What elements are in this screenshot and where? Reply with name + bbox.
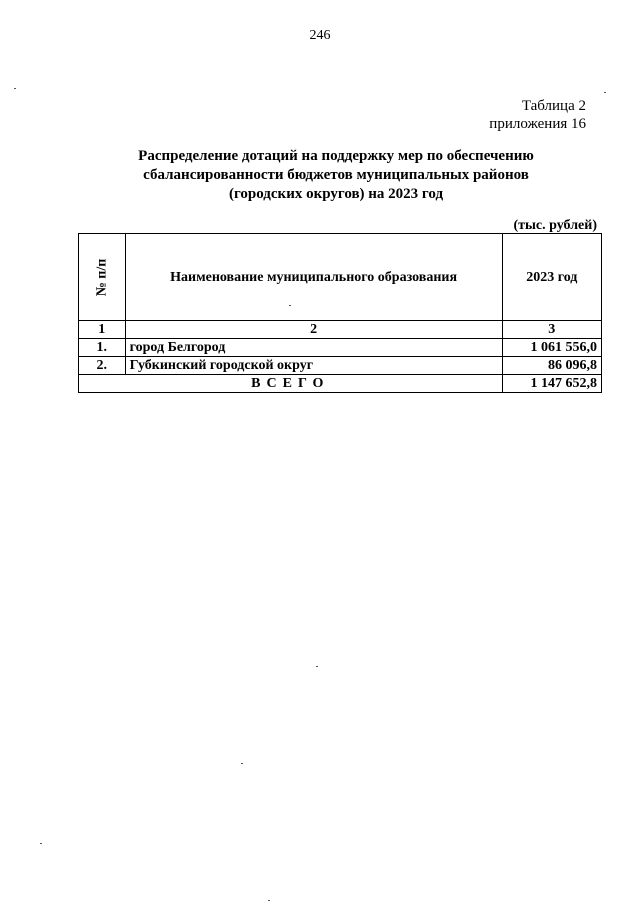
table-header-row [79, 234, 602, 321]
header-name: Наименование муниципального образования [125, 234, 502, 321]
scan-speck [604, 92, 606, 93]
table-reference [489, 97, 586, 133]
scan-speck [289, 305, 291, 306]
total-row [79, 375, 602, 393]
column-number-1: 1 [79, 321, 126, 339]
column-number-3: 3 [502, 321, 601, 339]
row-num: 2. [79, 357, 126, 375]
row-value: 86 096,8 [502, 357, 601, 375]
page-number: 246 [309, 28, 331, 43]
units-label: (тыс. рублей) [513, 218, 597, 233]
table-reference-line2: приложения 16 [489, 116, 586, 132]
header-year: 2023 год [502, 234, 601, 321]
column-number-row [79, 321, 602, 339]
total-label: ВСЕГО [79, 375, 503, 393]
row-name: город Белгород [125, 339, 502, 357]
document-title [0, 147, 640, 204]
column-number-2: 2 [125, 321, 502, 339]
scan-speck [14, 88, 16, 89]
scan-speck [268, 900, 270, 901]
scan-speck [316, 666, 318, 667]
scan-speck [241, 763, 243, 764]
row-num: 1. [79, 339, 126, 357]
row-value: 1 061 556,0 [502, 339, 601, 357]
header-num-cell [79, 234, 126, 321]
subsidy-table [78, 233, 602, 393]
document-title-line2: сбалансированности бюджетов муниципальных районов [143, 167, 529, 183]
table-row [79, 357, 602, 375]
header-num: № п/п [94, 258, 110, 296]
total-value: 1 147 652,8 [502, 375, 601, 393]
document-title-line3: (городских округов) на 2023 год [228, 186, 444, 202]
row-name: Губкинский городской округ [125, 357, 502, 375]
table-reference-line1: Таблица 2 [521, 98, 586, 114]
scan-speck [40, 843, 42, 844]
table-row [79, 339, 602, 357]
document-title-line1: Распределение дотаций на поддержку мер по обеспечению [138, 148, 534, 164]
